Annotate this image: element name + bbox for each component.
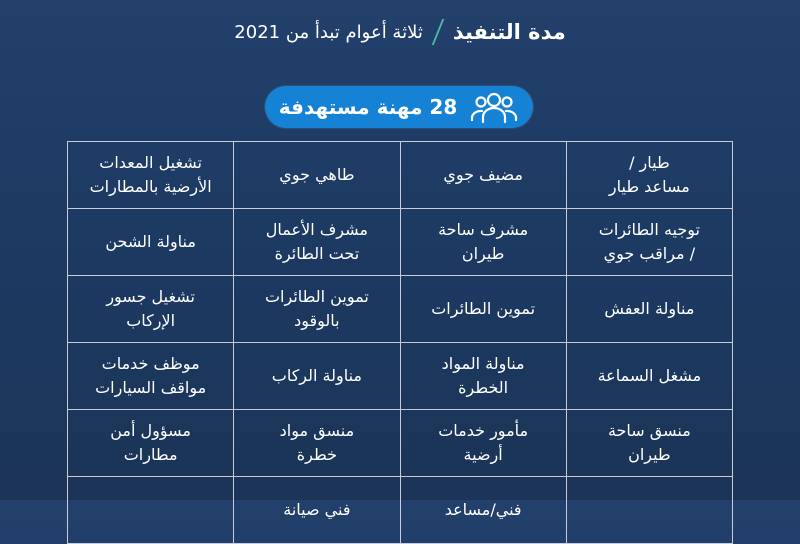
people-group-icon bbox=[469, 88, 519, 126]
profession-cell: تموين الطائرات bbox=[400, 276, 566, 343]
header bbox=[0, 12, 800, 52]
profession-cell: مناولة الركاب bbox=[233, 343, 399, 410]
profession-cell: مناولة العفش bbox=[566, 276, 732, 343]
profession-cell: مناولة الشحن bbox=[67, 209, 233, 276]
profession-cell bbox=[566, 477, 732, 544]
profession-cell: مأمور خدمات أرضية bbox=[400, 410, 566, 477]
profession-cell: مشغل السماعة bbox=[566, 343, 732, 410]
profession-cell: تشغيل جسور الإركاب bbox=[67, 276, 233, 343]
profession-cell: مسؤول أمن مطارات bbox=[67, 410, 233, 477]
profession-cell: مضيف جوي bbox=[400, 142, 566, 209]
professions-count-text: 28 مهنة مستهدفة bbox=[278, 95, 458, 119]
profession-cell bbox=[67, 477, 233, 544]
duration-value: ثلاثة أعوام تبدأ من 2021 bbox=[234, 21, 423, 43]
profession-cell: فني صيانة bbox=[233, 477, 399, 544]
profession-cell: تشغيل المعدات الأرضية بالمطارات bbox=[67, 142, 233, 209]
profession-cell: فني/مساعد bbox=[400, 477, 566, 544]
duration-label: مدة التنفيذ bbox=[452, 20, 566, 44]
profession-cell: مناولة المواد الخطرة bbox=[400, 343, 566, 410]
profession-cell: طاهي جوي bbox=[233, 142, 399, 209]
profession-cell: موظف خدمات مواقف السيارات bbox=[67, 343, 233, 410]
profession-cell: مشرف الأعمال تحت الطائرة bbox=[233, 209, 399, 276]
professions-count-badge bbox=[265, 86, 533, 128]
profession-cell: تموين الطائرات بالوقود bbox=[233, 276, 399, 343]
profession-cell: توجيه الطائرات / مراقب جوي bbox=[566, 209, 732, 276]
profession-cell: منسق مواد خطرة bbox=[233, 410, 399, 477]
professions-table bbox=[67, 141, 733, 544]
profession-cell: طيار / مساعد طيار bbox=[566, 142, 732, 209]
profession-cell: مشرف ساحة طيران bbox=[400, 209, 566, 276]
header-divider bbox=[432, 19, 445, 45]
profession-cell: منسق ساحة طيران bbox=[566, 410, 732, 477]
